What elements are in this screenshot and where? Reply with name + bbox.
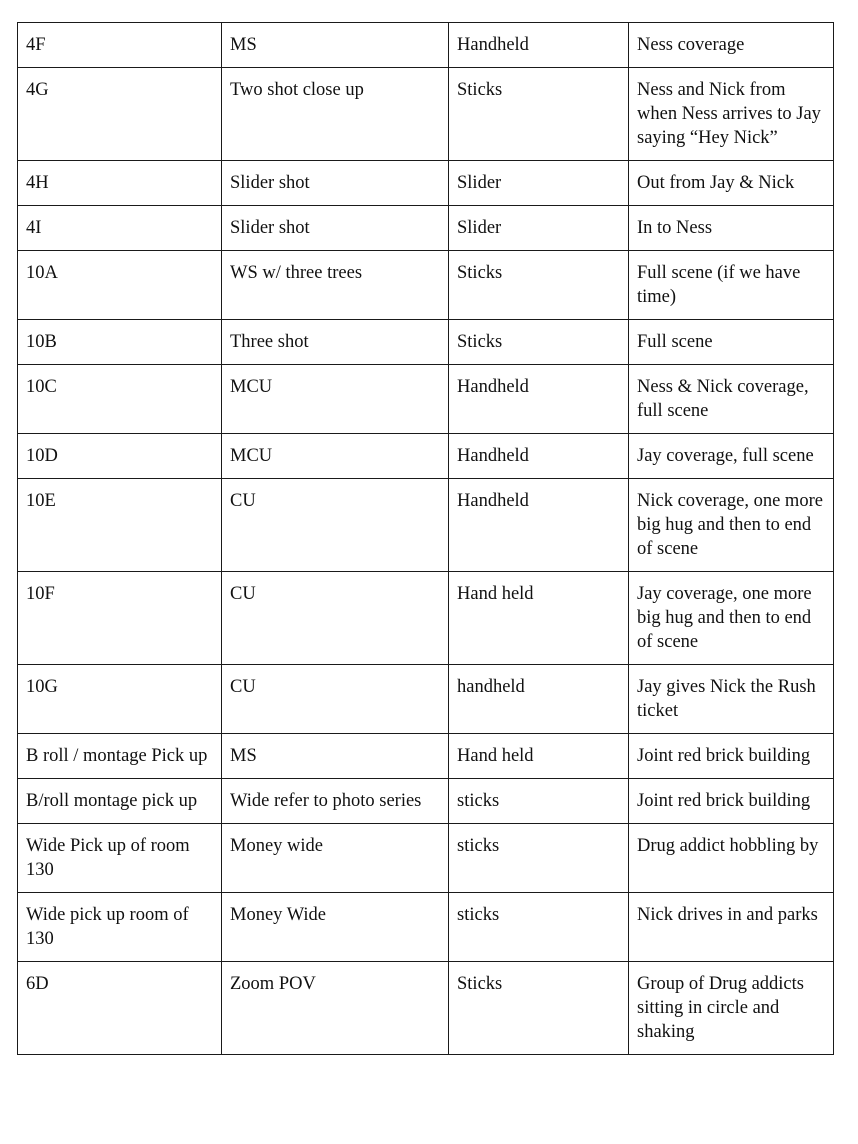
table-row bbox=[18, 824, 834, 893]
shot-id-cell: 4G bbox=[18, 68, 222, 161]
table-row bbox=[18, 251, 834, 320]
shot-type-cell: Money wide bbox=[222, 824, 449, 893]
description-cell: Nick coverage, one more big hug and then to end of scene bbox=[629, 479, 834, 572]
description-cell: Ness & Nick coverage, full scene bbox=[629, 365, 834, 434]
shot-id-cell: B/roll montage pick up bbox=[18, 779, 222, 824]
description-cell: Ness coverage bbox=[629, 23, 834, 68]
shot-list-body bbox=[18, 23, 834, 1055]
shot-id-cell: Wide Pick up of room 130 bbox=[18, 824, 222, 893]
description-cell: Full scene (if we have time) bbox=[629, 251, 834, 320]
support-cell: Hand held bbox=[449, 734, 629, 779]
support-cell: sticks bbox=[449, 893, 629, 962]
shot-id-cell: 10D bbox=[18, 434, 222, 479]
description-cell: Group of Drug addicts sitting in circle and shaking bbox=[629, 962, 834, 1055]
shot-id-cell: 10B bbox=[18, 320, 222, 365]
table-row bbox=[18, 962, 834, 1055]
support-cell: Handheld bbox=[449, 23, 629, 68]
table-row bbox=[18, 779, 834, 824]
table-row bbox=[18, 893, 834, 962]
shot-id-cell: 4H bbox=[18, 161, 222, 206]
shot-type-cell: CU bbox=[222, 479, 449, 572]
support-cell: Handheld bbox=[449, 434, 629, 479]
shot-type-cell: Three shot bbox=[222, 320, 449, 365]
support-cell: Sticks bbox=[449, 68, 629, 161]
support-cell: Sticks bbox=[449, 320, 629, 365]
shot-type-cell: CU bbox=[222, 572, 449, 665]
description-cell: Jay gives Nick the Rush ticket bbox=[629, 665, 834, 734]
description-cell: Full scene bbox=[629, 320, 834, 365]
support-cell: Sticks bbox=[449, 962, 629, 1055]
table-row bbox=[18, 479, 834, 572]
shot-type-cell: MS bbox=[222, 23, 449, 68]
shot-type-cell: MCU bbox=[222, 365, 449, 434]
shot-type-cell: CU bbox=[222, 665, 449, 734]
shot-id-cell: Wide pick up room of 130 bbox=[18, 893, 222, 962]
table-row bbox=[18, 665, 834, 734]
description-cell: Drug addict hobbling by bbox=[629, 824, 834, 893]
shot-type-cell: Zoom POV bbox=[222, 962, 449, 1055]
description-cell: Nick drives in and parks bbox=[629, 893, 834, 962]
shot-id-cell: 10E bbox=[18, 479, 222, 572]
support-cell: Hand held bbox=[449, 572, 629, 665]
description-cell: Out from Jay & Nick bbox=[629, 161, 834, 206]
table-row bbox=[18, 68, 834, 161]
shot-id-cell: 4I bbox=[18, 206, 222, 251]
shot-id-cell: 6D bbox=[18, 962, 222, 1055]
support-cell: Sticks bbox=[449, 251, 629, 320]
shot-type-cell: Wide refer to photo series bbox=[222, 779, 449, 824]
table-row bbox=[18, 572, 834, 665]
support-cell: handheld bbox=[449, 665, 629, 734]
support-cell: Handheld bbox=[449, 365, 629, 434]
table-row bbox=[18, 734, 834, 779]
support-cell: sticks bbox=[449, 824, 629, 893]
shot-type-cell: MCU bbox=[222, 434, 449, 479]
description-cell: In to Ness bbox=[629, 206, 834, 251]
shot-type-cell: WS w/ three trees bbox=[222, 251, 449, 320]
description-cell: Jay coverage, one more big hug and then to end of scene bbox=[629, 572, 834, 665]
support-cell: Slider bbox=[449, 161, 629, 206]
table-row bbox=[18, 320, 834, 365]
description-cell: Joint red brick building bbox=[629, 734, 834, 779]
shot-id-cell: 10F bbox=[18, 572, 222, 665]
shot-type-cell: Two shot close up bbox=[222, 68, 449, 161]
table-row bbox=[18, 23, 834, 68]
table-row bbox=[18, 161, 834, 206]
shot-id-cell: B roll / montage Pick up bbox=[18, 734, 222, 779]
description-cell: Jay coverage, full scene bbox=[629, 434, 834, 479]
shot-type-cell: Slider shot bbox=[222, 161, 449, 206]
shot-list-table bbox=[17, 22, 834, 1055]
support-cell: Slider bbox=[449, 206, 629, 251]
support-cell: Handheld bbox=[449, 479, 629, 572]
shot-id-cell: 4F bbox=[18, 23, 222, 68]
table-row bbox=[18, 434, 834, 479]
table-row bbox=[18, 365, 834, 434]
support-cell: sticks bbox=[449, 779, 629, 824]
description-cell: Ness and Nick from when Ness arrives to Jay saying “Hey Nick” bbox=[629, 68, 834, 161]
shot-id-cell: 10A bbox=[18, 251, 222, 320]
shot-id-cell: 10C bbox=[18, 365, 222, 434]
shot-type-cell: Money Wide bbox=[222, 893, 449, 962]
shot-type-cell: Slider shot bbox=[222, 206, 449, 251]
table-row bbox=[18, 206, 834, 251]
shot-type-cell: MS bbox=[222, 734, 449, 779]
description-cell: Joint red brick building bbox=[629, 779, 834, 824]
shot-id-cell: 10G bbox=[18, 665, 222, 734]
